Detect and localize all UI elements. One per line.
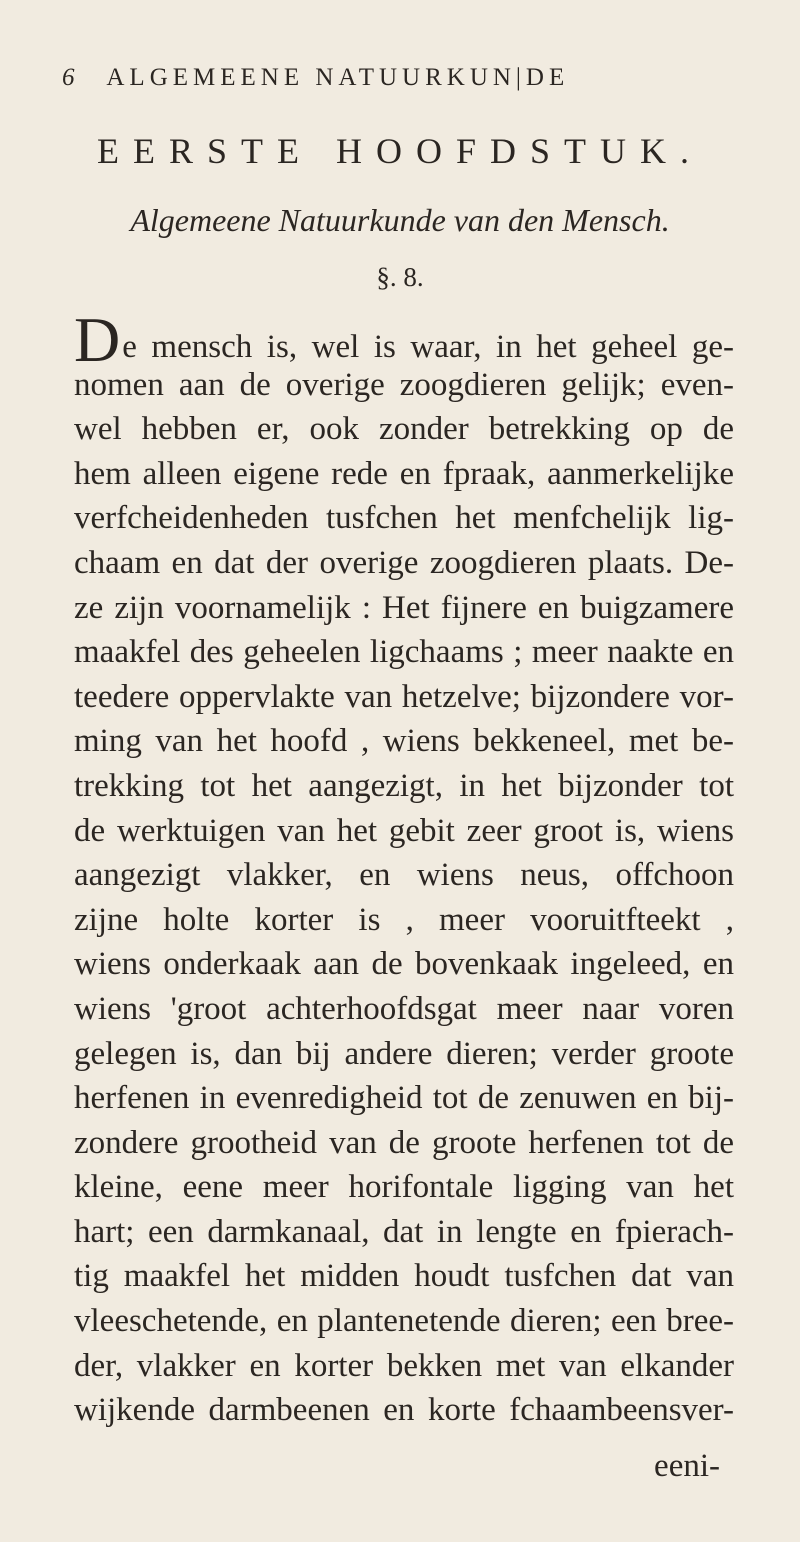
drop-initial: D [74,304,121,375]
text-line: aangezigt vlakker, en wiens neus, offchoon [74,857,734,894]
text-line: maakfel des geheelen ligchaams ; meer naakte en [74,634,734,671]
text-line: hem alleen eigene rede en fpraak, aanmerkelijke [74,455,734,492]
text-line: wiens 'groot achterhoofdsgat meer naar voren [74,990,734,1027]
text-line: der, vlakker en korter bekken met van elkander [74,1347,734,1384]
chapter-subtitle: Algemeene Natuurkunde van den Mensch. [130,202,670,238]
text-line: de werktuigen van het gebit zeer groot is, wiens [74,812,734,849]
text-line: hart; een darmkanaal, dat in lengte en fpierach- [74,1213,734,1250]
page-number: 6 [62,64,75,91]
text-line: herfenen in evenredigheid tot de zenuwen en bij- [74,1080,734,1117]
first-line-text: e mensch is, wel is waar, in het geheel ge- [122,329,734,365]
section-number: §. 8. [376,262,424,292]
text-line [74,304,734,375]
text-line: ze zijn voornamelijk : Het fijnere en buigzamere [74,589,734,626]
chapter-title: EERSTE HOOFDSTUK. [96,131,703,171]
text-line: chaam en dat der overige zoogdieren plaats. De- [74,544,734,581]
catchword: eeni- [654,1448,720,1484]
text-line: vleeschetende, en plantenetende dieren; een bree- [74,1303,734,1340]
text-line: teedere oppervlakte van hetzelve; bijzondere vor- [74,678,734,715]
text-line: kleine, eene meer horifontale ligging van het [74,1169,734,1206]
text-line: wijkende darmbeenen en korte fchaambeensver- [74,1392,734,1429]
text-line: gelegen is, dan bij andere dieren; verder groote [74,1035,734,1072]
text-line: ming van het hoofd , wiens bekkeneel, met be- [74,723,734,760]
running-head [62,64,760,92]
running-head-title: ALGEMEENE NATUURKUN|DE [106,64,570,91]
text-line: trekking tot het aangezigt, in het bijzonder tot [74,767,734,804]
text-line: tig maakfel het midden houdt tusfchen dat van [74,1258,734,1295]
text-line: wel hebben er, ook zonder betrekking op de [74,411,734,448]
text-line: wiens onderkaak aan de bovenkaak ingeleed, en [74,946,734,983]
body-text [74,304,734,1433]
text-line: zijne holte korter is , meer vooruitfteekt , [74,901,734,938]
text-line: zondere grootheid van de groote herfenen tot de [74,1124,734,1161]
text-line: verfcheidenheden tusfchen het menfchelijk lig- [74,500,734,537]
text-line: nomen aan de overige zoogdieren gelijk; even- [74,366,734,403]
